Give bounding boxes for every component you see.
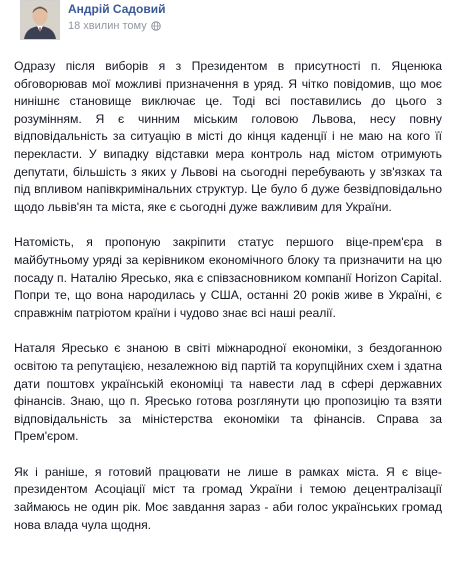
- avatar-portrait-icon: [21, 1, 59, 39]
- post-meta: [68, 20, 161, 32]
- globe-icon: [151, 21, 161, 31]
- post-paragraph: Одразу після виборів я з Президентом в присутності п. Яценюка обговорював мої можливі призначення в уряд. Я чітко повідомив, що моє нинішнє становище виключає це. Тоді всі поставились до цього з розумінням. Я є чинним міським головою Львова, несу повну відповідальність за ситуацію в місті до кінця каденції і не маю на кого її перекласти. У випадку відставки мера контроль над містом отримують депутати, більшість з яких у Львові на сьогодні перебувають у зв'язках та під впливом напівкримінальних структур. Це було б дуже безвідповідально щодо львів'ян та міста, яке є сьогодні дуже важливим для України.: [14, 59, 442, 214]
- post-paragraph: Натомість, я пропоную закріпити статус першого віце-прем'єра в майбутньому уряді за керівником економічного блоку та призначити на цю посаду п. Наталію Яресько, яка є співзасновником компанії Horizon Capital. Попри те, що вона народилась у США, останні 20 років живе в Україні, є справжнім патріотом країни і чудово знає всі наші реалії.: [14, 235, 442, 320]
- post-header: [12, 0, 445, 44]
- author-avatar[interactable]: [20, 0, 60, 40]
- author-name-link[interactable]: Андрій Садовий: [68, 2, 166, 16]
- post-paragraph: Наталя Яресько є знаною в світі міжнародної економіки, з бездоганною освітою та репутацією, незалежною від партій та корупційних схем і здатна дати поштовх українській економіці та навести лад в сфері державних фінансів. Знаю, що п. Яресько готова розглянути цю пропозицію та взяти відповідальність за міністерства економіки та фінансів. Справа за Прем'єром.: [14, 341, 442, 444]
- post-paragraph: Як і раніше, я готовий працювати не лише в рамках міста. Я є віце-президентом Асоціації міст та громад України і темою децентралізації займаюсь не один рік. Моє завдання зараз - аби голос українських громад нова влада чула щодня.: [14, 464, 442, 532]
- post-body: [12, 58, 442, 534]
- post-timestamp-link[interactable]: 18 хвилин тому: [68, 20, 147, 32]
